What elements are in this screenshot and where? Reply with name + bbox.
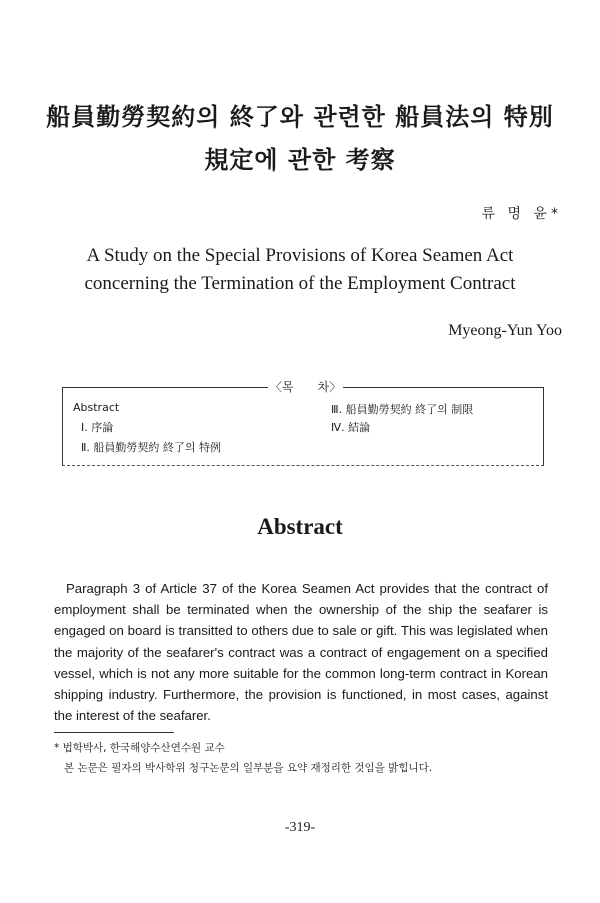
korean-author: 류 명 윤* bbox=[481, 206, 562, 222]
footnote-note: 본 논문은 필자의 박사학위 청구논문의 일부분을 요약 재정리한 것임을 밝힙니다. bbox=[64, 762, 433, 774]
footnote-author: * 법학박사, 한국해양수산연수원 교수 bbox=[54, 742, 225, 754]
table-of-contents bbox=[62, 380, 544, 466]
toc-top-rule-left bbox=[63, 387, 268, 388]
footnote-rule bbox=[54, 732, 174, 733]
english-title-line-1: A Study on the Special Provisions of Korea Seamen Act bbox=[86, 245, 514, 266]
toc-item-introduction: Ⅰ. 序論 bbox=[81, 421, 114, 434]
english-title-line-2: concerning the Termination of the Employment Contract bbox=[84, 273, 516, 294]
toc-item-special-cases: Ⅱ. 船員勤勞契約 終了의 特例 bbox=[81, 441, 222, 454]
toc-item-conclusion: Ⅳ. 結論 bbox=[331, 421, 371, 434]
toc-heading: 〈목 차〉 bbox=[269, 380, 342, 394]
korean-title-line-1: 船員勤勞契約의 終了와 관련한 船員法의 特別 bbox=[46, 103, 554, 131]
toc-item-abstract: Abstract bbox=[73, 401, 120, 414]
english-author: Myeong-Yun Yoo bbox=[448, 322, 562, 339]
korean-title-line-2: 規定에 관한 考察 bbox=[204, 146, 396, 174]
abstract-body bbox=[54, 578, 548, 726]
abstract-paragraph: Paragraph 3 of Article 37 of the Korea Seamen Act provides that the contract of employment shall be terminated when the ownership of the ship the seafarer is engaged on board is transitted to others due to sale or gift. This was legislated when the majority of the seafarer's contract was a contract of engagement on a specified vessel, which is not any more suitable for the common long-term contract in Korean shipping industry. Furthermore, the provision is functioned, in most cases, against the interest of the seafarer. bbox=[54, 581, 548, 724]
toc-top-rule-right bbox=[343, 387, 543, 388]
page-number: -319- bbox=[284, 820, 316, 835]
abstract-heading: Abstract bbox=[257, 514, 343, 539]
toc-item-restrictions: Ⅲ. 船員勤勞契約 終了의 制限 bbox=[331, 403, 474, 416]
